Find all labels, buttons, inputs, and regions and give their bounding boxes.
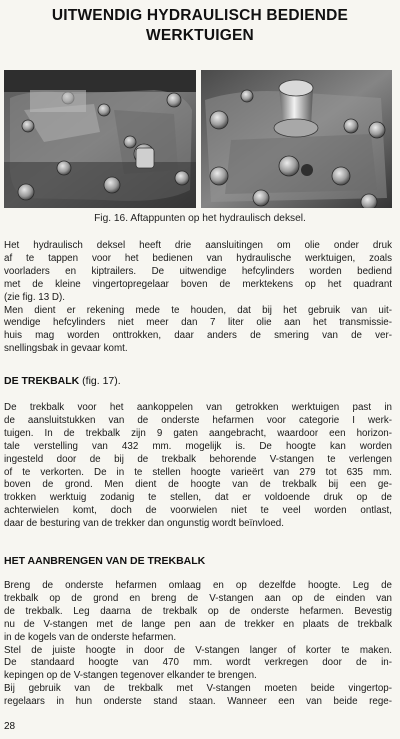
text-line: Bij gebruik van de trekbalk met V-stangen moeten beide vingertop- (4, 683, 392, 695)
trekbalk-paragraph (4, 402, 392, 531)
text-line: trokken werktuig zodanig te stellen, dat er voldoende druk op de (4, 492, 392, 504)
figure-caption: Fig. 16. Aftappunten op het hydraulisch deksel. (94, 213, 306, 224)
text-line: Het hydraulisch deksel heeft drie aansluitingen om olie onder druk (4, 240, 392, 251)
text-line: de aansluitstukken van de onderste hefarmen voor categorie I werk- (4, 414, 392, 426)
hydraulic-cover-photo-left (4, 70, 196, 208)
text-line: Stel de juiste hoogte in door de V-stangen langer of korter te maken. (4, 644, 392, 656)
text-line: trekbalk op de grond en breng de V-stangen aan op de einden van (4, 592, 392, 604)
text-line: boven de grond. Men dient de hoogte van de trekbalk bij een ge- (4, 479, 392, 491)
text-line: ingesteld door de bij de trekbalk behorende V-stangen te verlengen (4, 453, 392, 465)
section-heading-aanbrengen: HET AANBRENGEN VAN DE TREKBALK (4, 555, 206, 567)
page-title-line-2: WERKTUIGEN (146, 27, 254, 44)
text-line: de trekbalk. Leg daarna de trekbalk op de onderste hefarmen. Bevestig (4, 605, 392, 617)
heading-text: DE TREKBALK (4, 375, 80, 387)
text-line: huis mag worden onttrokken, daar anders de smering van de ver- (4, 330, 392, 342)
section-heading-trekbalk (4, 374, 121, 388)
text-line: De standaard hoogte van 470 mm. wordt verkregen door de in- (4, 657, 392, 669)
text-line: Breng de onderste hefarmen omlaag en op dezelfde hoogte. Leg de (4, 580, 392, 591)
aanbrengen-paragraph (4, 580, 392, 709)
text-line: daar de besturing van de trekker dan ongunstig wordt beïnvloed. (4, 518, 284, 530)
text-line: Men dient er rekening mede te houden, dat bij het gebruik van uit- (4, 304, 392, 316)
text-line: tale verstelling van 432 mm. mogelijk is. De hoogte kan worden (4, 440, 392, 452)
text-line: snellingsbak in gevaar komt. (4, 343, 128, 355)
text-line: (zie fig. 13 D). (4, 291, 65, 303)
intro-paragraph (4, 240, 392, 356)
text-line: tuigen. In de trekbalk zijn 9 gaten aangebracht, waardoor een horizon- (4, 427, 392, 439)
text-line: in de kogels van de onderste hefarmen. (4, 631, 177, 643)
page-title-line-1: UITWENDIG HYDRAULISCH BEDIENDE (51, 7, 349, 24)
text-line: De trekbalk voor het aankoppelen van getrokken werktuigen past in (4, 402, 392, 413)
text-line: af te tappen voor het bedienen van hydraulische werktuigen, zoals (4, 252, 392, 264)
figure-reference: (fig. 17). (82, 375, 121, 387)
page-number: 28 (4, 721, 16, 732)
text-line: of te verkorten. De in te stellen hoogte varieërt van 279 tot 635 mm. (4, 466, 392, 478)
text-line: met de kleine vingertopregelaar boven de merktekens op het quadrant (4, 278, 392, 290)
text-line: achterwielen komt, doch de voorwielen niet te veel worden ontlast, (4, 505, 392, 517)
page-title (0, 6, 400, 46)
figure-16 (4, 70, 392, 208)
hydraulic-cover-photo-right (201, 70, 392, 208)
text-line: wendige hefcylinders niet meer dan 7 liter olie aan het transmissie- (4, 317, 392, 329)
text-line: regelaars in hun onderste stand staan. Wanneer een van beide rege- (4, 696, 392, 708)
text-line: nu de V-stangen met de lange pen aan de trekker en plaats de trekbalk (4, 618, 392, 630)
text-line: voorladers en kiptrailers. De uitwendige hefcylinders worden bediend (4, 265, 392, 277)
text-line: kepingen op de V-stangen tegenover elkander te brengen. (4, 670, 257, 682)
